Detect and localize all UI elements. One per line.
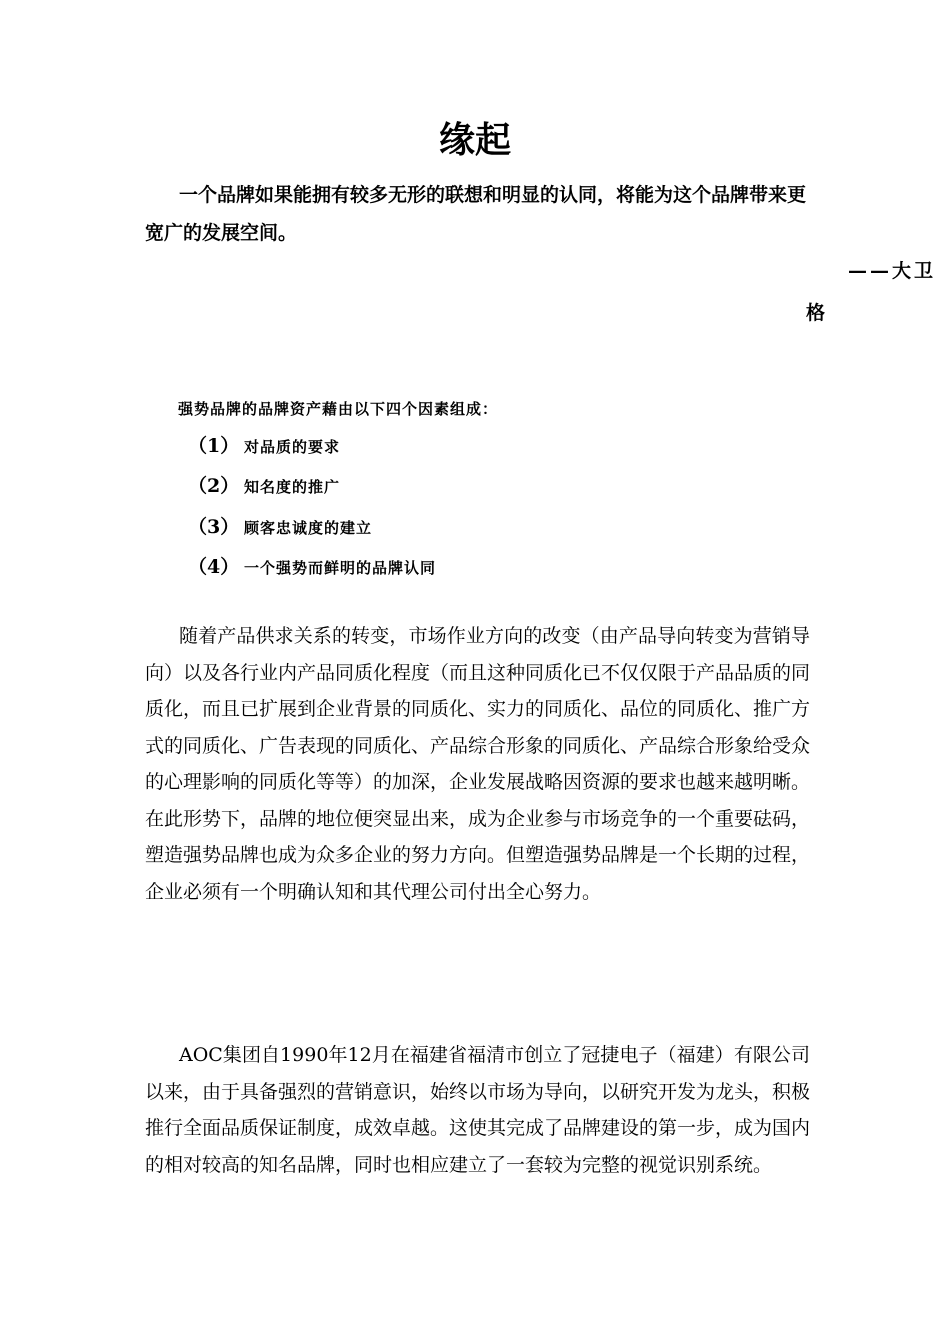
epigraph-quote: 一个品牌如果能拥有较多无形的联想和明显的认同，将能为这个品牌带来更宽广的发展空间。 bbox=[145, 184, 807, 244]
factors-heading: 强势品牌的品牌资产藉由以下四个因素组成： bbox=[178, 400, 499, 418]
factor-item-1 bbox=[188, 431, 340, 461]
factor-item-3 bbox=[188, 512, 372, 542]
factor-text: 一个强势而鲜明的品牌认同 bbox=[244, 559, 437, 577]
body-paragraph-2: AOC集团自1990年12月在福建省福清市创立了冠捷电子（福建）有限公司以来，由于具备强烈的营销意识，始终以市场为导向，以研究开发为龙头，积极推行全面品质保证制度，成效卓越。这使其完成了品牌建设的第一步，成为国内的相对较高的知名品牌，同时也相应建立了一套较为完整的视觉识别系统。 bbox=[145, 1044, 811, 1176]
body-paragraph-1: 随着产品供求关系的转变，市场作业方向的改变（由产品导向转变为营销导向）以及各行业内产品同质化程度（而且这种同质化已不仅仅限于产品品质的同质化，而且已扩展到企业背景的同质化、实力的同质化、品位的同质化、推广方式的同质化、广告表现的同质化、产品综合形象的同质化、产品综合形象给受众的心理影响的同质化等等）的加深，企业发展战略因资源的要求也越来越明晰。在此形势下，品牌的地位便突显出来，成为企业参与市场竞争的一个重要砝码，塑造强势品牌也成为众多企业的努力方向。但塑造强势品牌是一个长期的过程，企业必须有一个明确认知和其代理公司付出全心努力。 bbox=[145, 625, 811, 903]
quote-attribution: ——大卫 bbox=[847, 260, 936, 282]
factor-number: （3） bbox=[188, 516, 240, 538]
factor-number: （4） bbox=[188, 556, 240, 578]
factor-number: （2） bbox=[188, 475, 240, 497]
page-title: 缘起 bbox=[438, 119, 511, 161]
factor-number: （1） bbox=[188, 435, 240, 457]
factor-item-4 bbox=[188, 552, 436, 582]
factor-text: 顾客忠诚度的建立 bbox=[244, 519, 373, 537]
factor-text: 知名度的推广 bbox=[244, 478, 341, 496]
quote-attribution-continued: 格 bbox=[806, 302, 826, 324]
factor-text: 对品质的要求 bbox=[244, 438, 341, 456]
factor-item-2 bbox=[188, 471, 340, 501]
